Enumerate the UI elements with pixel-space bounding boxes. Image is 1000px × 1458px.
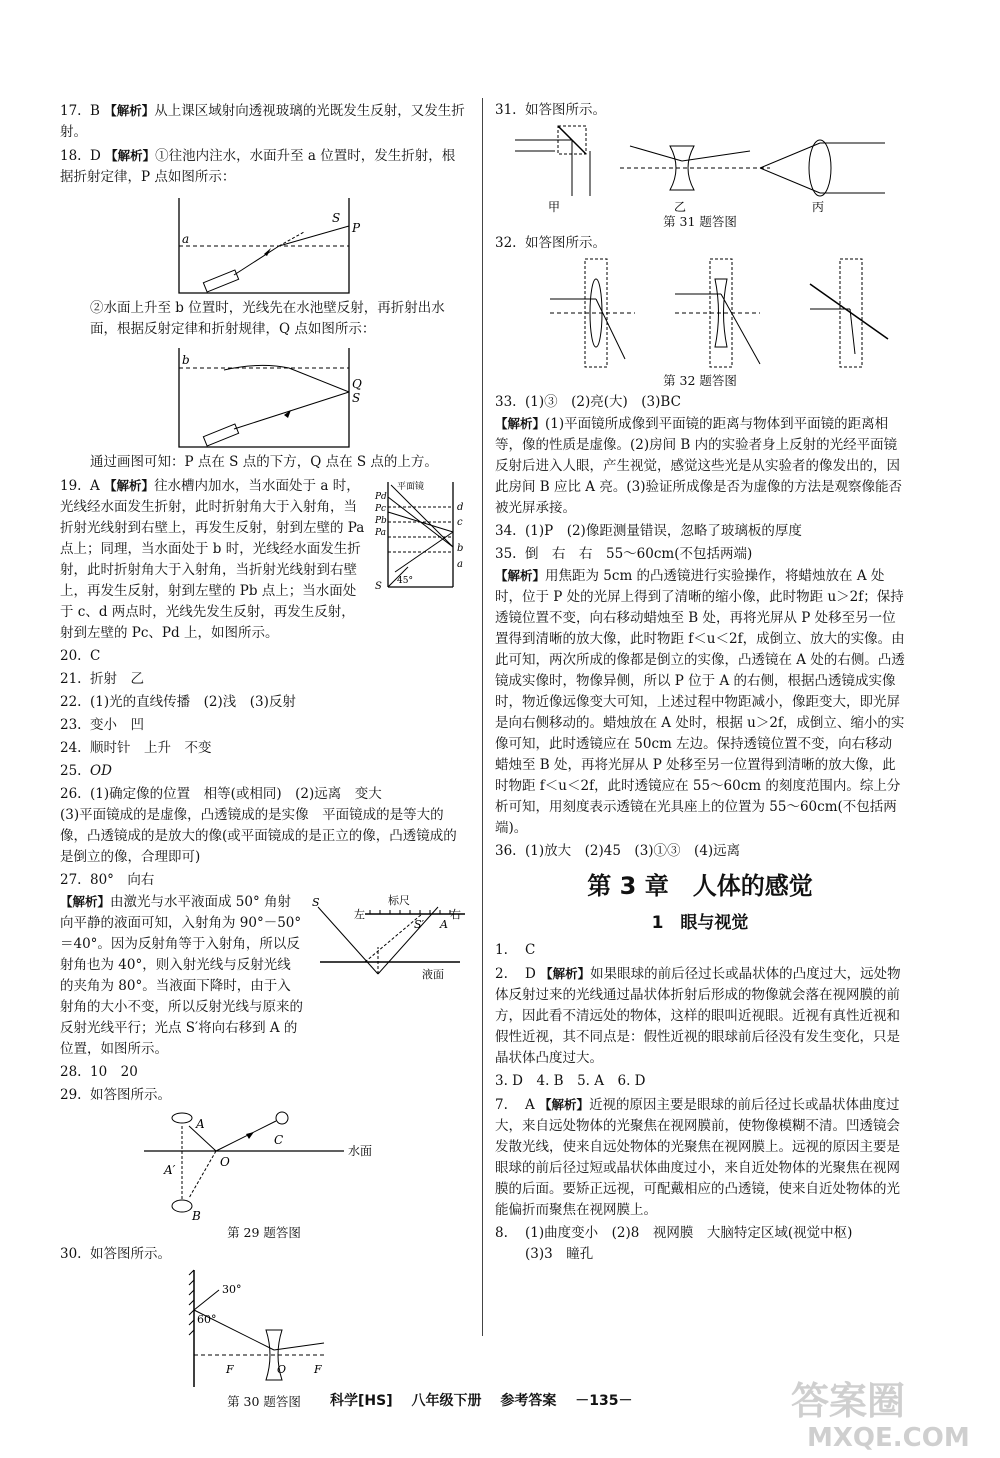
question-number: 25. bbox=[60, 763, 82, 779]
label-O: O bbox=[220, 1155, 230, 1169]
question-number: 26. bbox=[60, 786, 82, 802]
analysis-tag: 【解析】 bbox=[104, 103, 155, 118]
label-P: P bbox=[352, 221, 361, 235]
question-number: 19. bbox=[60, 478, 82, 494]
answer-24 bbox=[60, 738, 468, 759]
answer-text: (1)确定像的位置 相等(或相同) (2)远离 变大 bbox=[90, 786, 382, 802]
question-number: 31. bbox=[495, 102, 517, 118]
label-Pc: Pc bbox=[375, 504, 387, 514]
question-number: 2. bbox=[495, 966, 508, 982]
answer-text: 如答图所示。 bbox=[525, 235, 606, 251]
question-number: 35. bbox=[495, 546, 517, 562]
answer-s2 bbox=[495, 963, 905, 1069]
answer-21 bbox=[60, 669, 468, 690]
footer-subject: 科学[HS] bbox=[330, 1393, 393, 1409]
label-c: c bbox=[457, 517, 463, 528]
question-number: 32. bbox=[495, 235, 517, 251]
analysis-tag: 【解析】 bbox=[105, 148, 156, 163]
answer-choice: A bbox=[90, 478, 100, 494]
analysis-tag: 【解析】 bbox=[104, 478, 155, 493]
answer-17 bbox=[60, 100, 468, 143]
answer-s3-6 bbox=[495, 1071, 905, 1092]
label-mirror: 平面镜 bbox=[397, 482, 425, 492]
answer-text: C bbox=[525, 942, 536, 958]
page-number: －135－ bbox=[575, 1393, 633, 1409]
figure-caption: 第 32 题答图 bbox=[663, 373, 737, 388]
answer-20 bbox=[60, 646, 468, 667]
chapter-title: 第 3 章 人体的感觉 bbox=[587, 872, 813, 900]
answer-s8 bbox=[495, 1223, 905, 1265]
question-number: 23. bbox=[60, 717, 82, 733]
label-left: 左 bbox=[354, 908, 365, 921]
q30-figure bbox=[164, 1265, 364, 1393]
answer-text: 如答图所示。 bbox=[90, 1087, 171, 1103]
answer-text: (1)③ (2)亮(大) (3)BC bbox=[525, 394, 681, 410]
answer-30 bbox=[60, 1244, 468, 1411]
answer-text: C bbox=[90, 648, 101, 664]
watermark-url: MXQE.COM bbox=[807, 1423, 970, 1452]
watermark-text: 答案圈 bbox=[791, 1379, 906, 1423]
analysis-text: 近视的原因主要是眼球的前后径过长或晶状体曲度过大，来自远处物体的光聚焦在视网膜前，使物像模糊不清。凹透镜会发散光线，使来自远处物体的光聚焦在视网膜上。远视的原因主要是眼球的前后径过短或晶状体曲度过小，来自近处物体的光聚焦在视网膜的后面。要矫正远视，可配戴相应的凸透镜，使来自近处物体的光能偏折而聚焦在视网膜上。 bbox=[495, 1097, 900, 1218]
analysis-text: 如果眼球的前后径过长或晶状体的凸度过大，远处物体反射过来的光线通过晶状体折射后形成的物像就会落在视网膜的前方，因此看不清远处的物体，这样的眼叫近视眼。近视有真性近视和假性近视，其不同点是：假性近视的眼球前后径没有发生变化，只是晶状体凸度过大。 bbox=[495, 966, 901, 1066]
answer-19 bbox=[60, 475, 468, 644]
answer-text: (1)曲度变小 (2)8 视网膜 大脑特定区域(视觉中枢) bbox=[525, 1225, 853, 1241]
answer-text: OD bbox=[90, 763, 112, 779]
answer-choice: D bbox=[525, 966, 536, 982]
answer-text-2: (3)平面镜成的是虚像，凸透镜成的是实像 平面镜成的是等大的像，凸透镜成的是放大的像(或平面镜成的是正立的像，凸透镜成的是倒立的像，合理即可) bbox=[60, 807, 457, 865]
question-number: 20. bbox=[60, 648, 82, 664]
label-angle: 45° bbox=[397, 576, 413, 586]
answer-22 bbox=[60, 692, 468, 713]
answer-s1 bbox=[495, 940, 905, 961]
question-number: 17. bbox=[60, 103, 82, 119]
question-number: 1. bbox=[495, 942, 508, 958]
analysis-tag: 【解析】 bbox=[60, 894, 111, 909]
answer-choice: D bbox=[90, 148, 101, 164]
answer-29 bbox=[60, 1085, 468, 1242]
question-number: 18. bbox=[60, 148, 82, 164]
answer-27 bbox=[60, 870, 468, 1060]
label-a: a bbox=[457, 559, 463, 570]
label-S: S bbox=[352, 391, 361, 405]
answer-text-2: (3)3 瞳孔 bbox=[525, 1246, 594, 1262]
q18-figure-1 bbox=[164, 188, 364, 298]
label-B: B bbox=[192, 1209, 201, 1223]
footer-grade: 八年级下册 bbox=[411, 1393, 482, 1409]
answer-text: (1)P (2)像距测量错误，忽略了玻璃板的厚度 bbox=[525, 523, 802, 539]
label-Pa: Pa bbox=[375, 528, 387, 538]
figure-caption: 第 29 题答图 bbox=[227, 1225, 301, 1240]
label-ruler: 标尺 bbox=[388, 894, 410, 907]
column-divider bbox=[482, 98, 483, 1336]
answer-32 bbox=[495, 233, 905, 390]
answer-text: 如答图所示。 bbox=[90, 1246, 171, 1262]
label-60-degree: 60° bbox=[197, 1313, 217, 1326]
q32-figure bbox=[510, 254, 890, 372]
analysis-text-2: ②水面上升至 b 位置时，光线先在水池壁反射，再折射出水面，根据反射定律和折射规律，Q 点如图所示： bbox=[90, 300, 445, 337]
analysis-text: ①往池内注水，水面升至 a 位置时，发生折射，根据折射定律，P 点如图所示： bbox=[60, 148, 456, 185]
answer-25 bbox=[60, 761, 468, 782]
q29-figure bbox=[134, 1106, 394, 1224]
analysis-text: (1)平面镜所成像到平面镜的距离与物体到平面镜的距离相等，像的性质是虚像。(2)房间 B 内的实验者身上反射的光经平面镜反射后进入人眼，产生视觉，感觉这些光是从实验者的像发出的，因此房间 B 应比 A 亮。(3)验证所成像是否为虚像的方法是观察像能否被光屏承接。 bbox=[495, 416, 902, 516]
answer-35 bbox=[495, 544, 905, 839]
answer-text: 折射 乙 bbox=[90, 671, 144, 687]
answer-choice: B bbox=[90, 103, 100, 119]
analysis-conclusion: 通过画图可知：P 点在 S 点的下方，Q 点在 S 点的上方。 bbox=[90, 454, 438, 470]
page-footer bbox=[330, 1390, 646, 1410]
label-d: d bbox=[457, 502, 464, 513]
answer-18 bbox=[60, 145, 468, 473]
question-number: 22. bbox=[60, 694, 82, 710]
answer-choice: A bbox=[525, 1097, 535, 1113]
question-number: 24. bbox=[60, 740, 82, 756]
answer-text: (1)光的直线传播 (2)浅 (3)反射 bbox=[90, 694, 296, 710]
question-number: 33. bbox=[495, 394, 517, 410]
label-F-left: F bbox=[226, 1363, 234, 1376]
label-F-right: F bbox=[314, 1363, 322, 1376]
answer-26 bbox=[60, 784, 468, 868]
analysis-text: 由激光与水平液面成 50° 角射向平静的液面可知，入射角为 90°－50°＝40°。因为反射角等于入射角，所以反射角也为 40°，则入射光线与反射光线的夹角为 80°。当液面下降时，由于入射角的大小不变，所以反射光线与原来的反射光线平行；光点 S′将向右移到 A 的位置，如图所示。 bbox=[60, 894, 303, 1057]
label-A: A bbox=[440, 918, 448, 931]
label-b: b bbox=[182, 353, 190, 367]
q19-figure bbox=[373, 477, 468, 595]
watermark-logo bbox=[787, 1372, 972, 1452]
answer-23 bbox=[60, 715, 468, 736]
label-S: S bbox=[332, 211, 341, 225]
answer-36 bbox=[495, 841, 905, 862]
answer-text: 80° 向右 bbox=[90, 872, 155, 888]
question-number: 8. bbox=[495, 1225, 508, 1241]
answer-31 bbox=[495, 100, 905, 231]
analysis-text: 用焦距为 5cm 的凸透镜进行实验操作，将蜡烛放在 A 处时，位于 P 处的光屏上得到了清晰的缩小像，此时物距 u＞2f；保持透镜位置不变，向右移动蜡烛至 B 处，再将光屏从 P 处移至另一位置得到清晰的放大像，此时物距 f＜u＜2f，成倒立、放大的实像。由此可知，两次所成的像都是倒立的实像，凸透镜在 A 处的右侧。凸透镜成实像时，物像异侧，所以 P 位于 A 的右侧，根据凸透镜成实像时，物近像远像变大可知，上述过程中物距减小，像距变大，即光屏是向右侧移动的。蜡烛放在 A 处时，根据 u＞2f，成倒立、缩小的实像可知，此时透镜应在 50cm 左边。保持透镜位置不变，向右移动蜡烛至 B 处，再将光屏从 P 处移至另一位置得到清晰的放大像，此时物距 f＜u＜2f，此时透镜应在 55～60cm 的刻度范围内。综上分析可知，用刻度表示透镜在光具座上的位置为 55～60cm(不包括两端)。 bbox=[495, 568, 905, 836]
label-Pb: Pb bbox=[375, 516, 387, 526]
answer-33 bbox=[495, 392, 905, 519]
label-right: 右 bbox=[450, 908, 461, 921]
label-b: b bbox=[457, 543, 464, 554]
question-number: 28. bbox=[60, 1064, 82, 1080]
answer-s7 bbox=[495, 1094, 905, 1221]
figure-caption: 第 30 题答图 bbox=[227, 1394, 301, 1409]
figure-caption: 第 31 题答图 bbox=[663, 214, 737, 229]
q27-figure bbox=[310, 892, 468, 992]
label-S: S bbox=[375, 581, 382, 592]
answer-text: 3. D 4. B 5. A 6. D bbox=[495, 1073, 646, 1089]
q31-figure bbox=[510, 121, 890, 213]
label-a: a bbox=[182, 232, 190, 246]
left-column bbox=[60, 100, 468, 1413]
q18-figure-2 bbox=[164, 340, 364, 452]
question-number: 27. bbox=[60, 872, 82, 888]
question-number: 30. bbox=[60, 1246, 82, 1262]
answer-text: 如答图所示。 bbox=[525, 102, 606, 118]
label-bing: 丙 bbox=[812, 200, 825, 213]
answer-34 bbox=[495, 521, 905, 542]
answer-text: 倒 右 右 55～60cm(不包括两端) bbox=[525, 546, 753, 562]
analysis-tag: 【解析】 bbox=[495, 568, 546, 583]
question-number: 36. bbox=[495, 843, 517, 859]
answer-text: 10 20 bbox=[90, 1064, 138, 1080]
label-liquid: 液面 bbox=[422, 968, 444, 981]
analysis-tag: 【解析】 bbox=[539, 1097, 590, 1112]
label-Pd: Pd bbox=[375, 492, 387, 502]
label-A-prime: A′ bbox=[164, 1163, 176, 1177]
section-title: 1 眼与视觉 bbox=[651, 913, 749, 933]
label-S-prime: S′ bbox=[414, 918, 425, 931]
analysis-tag: 【解析】 bbox=[540, 966, 591, 981]
answer-text: 顺时针 上升 不变 bbox=[90, 740, 212, 756]
label-O: O bbox=[277, 1363, 287, 1376]
question-number: 34. bbox=[495, 523, 517, 539]
label-yi: 乙 bbox=[674, 200, 687, 213]
label-Q: Q bbox=[352, 377, 362, 391]
label-jia: 甲 bbox=[548, 200, 561, 213]
analysis-text: 从上课区域射向透视玻璃的光既发生反射，又发生折射。 bbox=[60, 103, 465, 140]
answer-28 bbox=[60, 1062, 468, 1083]
label-C: C bbox=[274, 1133, 284, 1147]
question-number: 7. bbox=[495, 1097, 508, 1113]
question-number: 21. bbox=[60, 671, 82, 687]
label-A: A bbox=[196, 1117, 205, 1131]
question-number: 29. bbox=[60, 1087, 82, 1103]
answer-text: (1)放大 (2)45 (3)①③ (4)远离 bbox=[525, 843, 741, 859]
answer-text: 变小 凹 bbox=[90, 717, 144, 733]
label-S: S bbox=[312, 896, 320, 909]
footer-label: 参考答案 bbox=[500, 1393, 557, 1409]
label-30-degree: 30° bbox=[222, 1283, 242, 1296]
analysis-text: 往水槽内加水，当水面处于 a 时，光线经水面发生折射，此时折射角大于入射角，当折射光线射到右壁上，再发生反射，射到左壁的 Pa 点上；同理，当水面处于 b 时，光线经水面发生折射，此时折射角大于入射角，当折射光线射到右壁上，再发生反射，射到左壁的 Pb 点上；当水面处于 c、d 两点时，光线先发生反射，再发生反射，射到左壁的 Pc、Pd 上，如图所示。 bbox=[60, 478, 365, 641]
label-water-surface: 水面 bbox=[348, 1144, 373, 1158]
right-column bbox=[495, 100, 905, 1267]
analysis-tag: 【解析】 bbox=[495, 416, 546, 431]
